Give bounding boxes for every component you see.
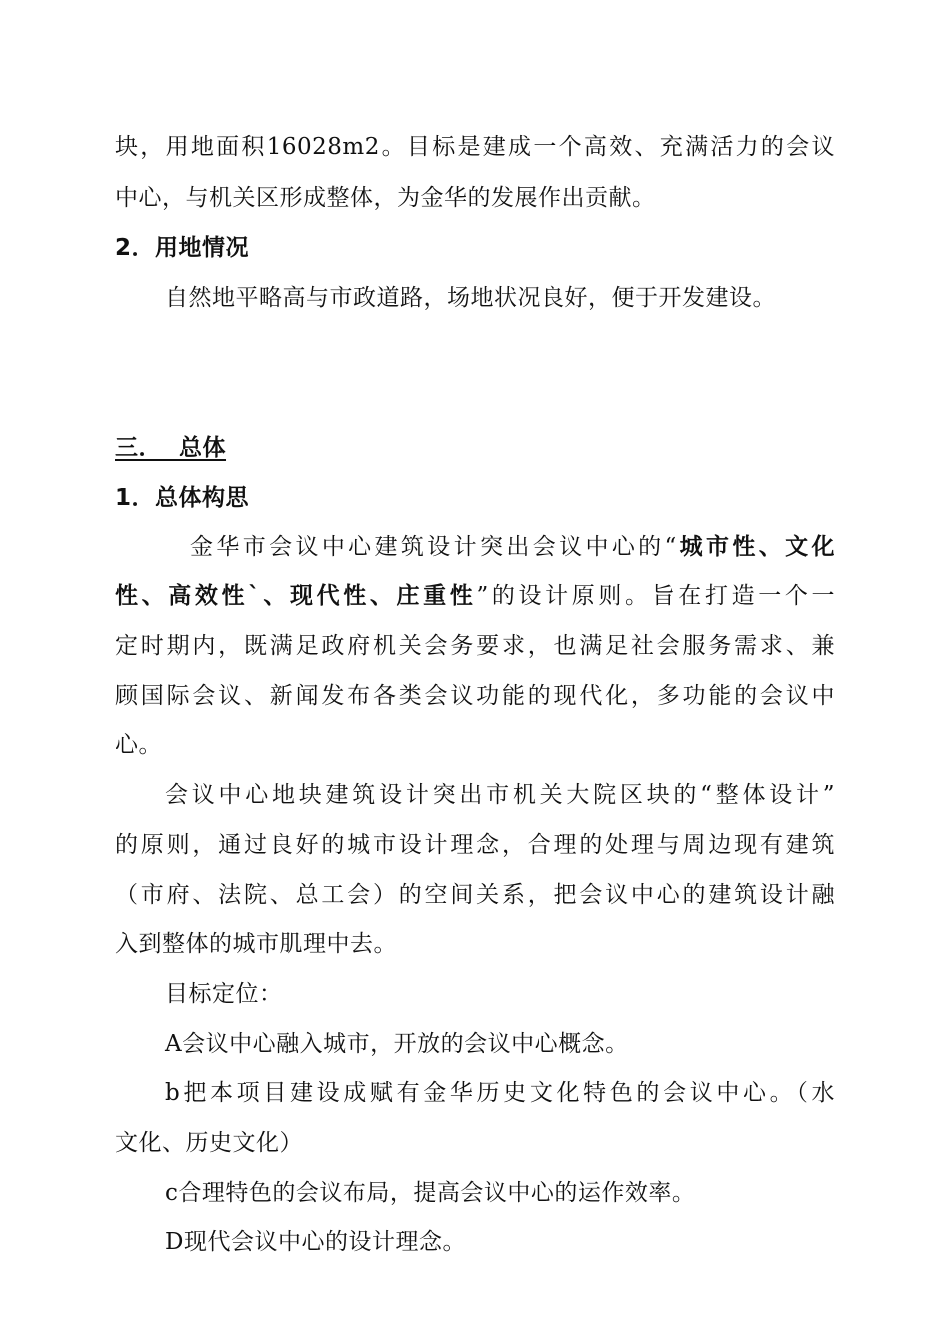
concept-text: ”的设计原则。旨在打造一个一 [476, 583, 835, 609]
concept-emphasis: 性、高效性`、现代性、庄重性 [115, 583, 477, 609]
overall-concept-heading: 1．总体构思 [115, 485, 250, 511]
section-three-title: 三． 总体 [115, 435, 227, 461]
section-three-heading [115, 432, 835, 464]
concept-emphasis: 城市性、文化 [676, 534, 835, 560]
goal-item-b-continued: 文化、历史文化） [115, 1130, 303, 1156]
concept-paragraph-line-4: 顾国际会议、新闻发布各类会议功能的现代化，多功能的会议中 [115, 683, 835, 709]
land-use-paragraph: 自然地平略高与市政道路，场地状况良好，便于开发建设。 [165, 285, 776, 311]
site-goal-line: 中心，与机关区形成整体，为金华的发展作出贡献。 [115, 185, 656, 211]
integration-paragraph-line-1: 会议中心地块建筑设计突出市机关大院区块的“整体设计” [165, 782, 835, 808]
concept-paragraph-line-5: 心。 [115, 732, 162, 758]
goal-item-a: A会议中心融入城市，开放的会议中心概念。 [165, 1031, 629, 1057]
integration-paragraph-line-3: （市府、法院、总工会）的空间关系，把会议中心的建筑设计融 [115, 882, 835, 908]
goal-item-d: D现代会议中心的设计理念。 [165, 1229, 466, 1255]
goal-item-b: b把本项目建设成赋有金华历史文化特色的会议中心。（水 [165, 1080, 835, 1106]
concept-text: 金华市会议中心建筑设计突出会议中心的“ [190, 534, 677, 560]
site-area-line: 块，用地面积16028m2。目标是建成一个高效、充满活力的会议 [115, 134, 835, 160]
concept-paragraph-line-2 [115, 580, 835, 612]
concept-paragraph-line-3: 定时期内，既满足政府机关会务要求，也满足社会服务需求、兼 [115, 633, 835, 659]
concept-paragraph-line-1 [190, 531, 835, 563]
integration-paragraph-line-2: 的原则，通过良好的城市设计理念，合理的处理与周边现有建筑 [115, 832, 835, 858]
land-use-heading: 2．用地情况 [115, 235, 250, 261]
integration-paragraph-line-4: 入到整体的城市肌理中去。 [115, 931, 397, 957]
goal-item-c: c合理特色的会议布局，提高会议中心的运作效率。 [165, 1180, 696, 1206]
goals-title: 目标定位： [165, 981, 283, 1007]
